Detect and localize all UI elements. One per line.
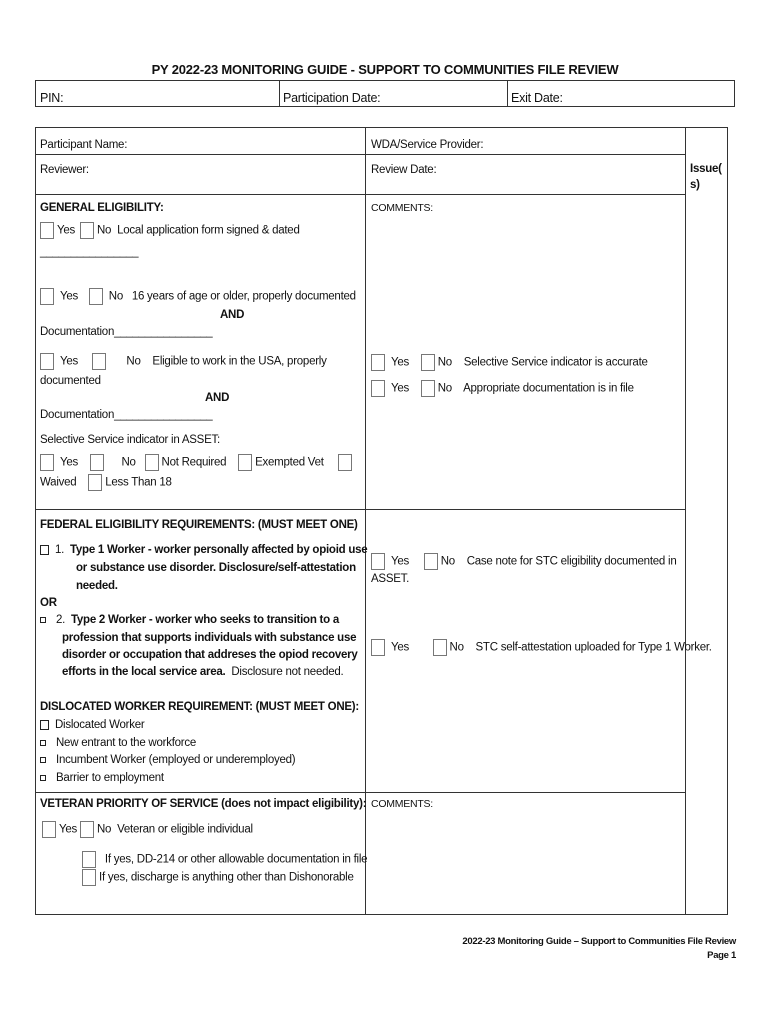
rule bbox=[685, 127, 686, 915]
rule bbox=[507, 80, 508, 107]
page-number: Page 1 bbox=[707, 950, 736, 961]
yes-checkbox[interactable] bbox=[40, 288, 54, 305]
pin-label: PIN: bbox=[40, 91, 64, 105]
yes-checkbox[interactable] bbox=[371, 553, 385, 570]
veteran-heading: VETERAN PRIORITY OF SERVICE (does not impact eligibility): bbox=[40, 798, 367, 810]
participation-date-label: Participation Date: bbox=[283, 91, 381, 105]
no-checkbox[interactable] bbox=[90, 454, 104, 471]
age-row: Yes No 16 years of age or older, properly documented bbox=[40, 288, 356, 305]
dislocated-checkbox[interactable] bbox=[40, 720, 49, 730]
dislocated-item: New entrant to the workforce bbox=[40, 736, 196, 750]
asset-label: ASSET. bbox=[371, 573, 410, 585]
exit-date-label: Exit Date: bbox=[511, 91, 563, 105]
rule bbox=[35, 127, 728, 128]
rule bbox=[35, 127, 36, 915]
local-app-row: Yes No Local application form signed & dated bbox=[40, 222, 300, 239]
dislocated-item: Incumbent Worker (employed or underemployed) bbox=[40, 753, 295, 767]
yes-checkbox[interactable] bbox=[40, 222, 54, 239]
no-checkbox[interactable] bbox=[80, 821, 94, 838]
yes-checkbox[interactable] bbox=[40, 454, 54, 471]
rule bbox=[279, 80, 280, 107]
dislocated-item: Barrier to employment bbox=[40, 771, 164, 785]
no-checkbox[interactable] bbox=[433, 639, 447, 656]
case-note-row: Yes No Case note for STC eligibility documented in bbox=[371, 553, 676, 570]
page-title: PY 2022-23 MONITORING GUIDE - SUPPORT TO COMMUNITIES FILE REVIEW bbox=[151, 62, 619, 77]
no-checkbox[interactable] bbox=[421, 354, 435, 371]
type1-line2: or substance use disorder. Disclosure/self-attestation bbox=[76, 562, 356, 574]
rule bbox=[727, 127, 728, 915]
appropriate-doc-row: Yes No Appropriate documentation is in file bbox=[371, 380, 634, 397]
ss-options-row-2: Waived Less Than 18 bbox=[40, 474, 172, 491]
incumbent-checkbox[interactable] bbox=[40, 757, 46, 763]
rule bbox=[35, 194, 686, 195]
federal-eligibility-heading: FEDERAL ELIGIBILITY REQUIREMENTS: (MUST MEET ONE) bbox=[40, 519, 358, 531]
type2-line1: 2. Type 2 Worker - worker who seeks to transition to a bbox=[40, 613, 339, 627]
participant-name-label: Participant Name: bbox=[40, 139, 128, 151]
ss-accurate-row: Yes No Selective Service indicator is accurate bbox=[371, 354, 648, 371]
review-date-label: Review Date: bbox=[371, 164, 437, 176]
or-label: OR bbox=[40, 597, 57, 609]
yes-checkbox[interactable] bbox=[371, 639, 385, 656]
discharge-row: If yes, discharge is anything other than Dishonorable bbox=[82, 869, 354, 886]
no-checkbox[interactable] bbox=[421, 380, 435, 397]
rule bbox=[35, 792, 686, 793]
rule bbox=[35, 154, 686, 155]
dislocated-heading: DISLOCATED WORKER REQUIREMENT: (MUST MEET ONE): bbox=[40, 701, 359, 713]
exempted-vet-checkbox[interactable] bbox=[238, 454, 252, 471]
dislocated-item: Dislocated Worker bbox=[40, 718, 145, 732]
dd214-row: If yes, DD-214 or other allowable documentation in file bbox=[82, 851, 367, 868]
comments-label: COMMENTS: bbox=[371, 202, 433, 214]
no-checkbox[interactable] bbox=[424, 553, 438, 570]
issues-header: Issue( bbox=[690, 163, 722, 175]
type1-line1: 1. Type 1 Worker - worker personally affected by opioid use bbox=[40, 543, 367, 557]
veteran-row: Yes No Veteran or eligible individual bbox=[42, 821, 253, 838]
new-entrant-checkbox[interactable] bbox=[40, 740, 46, 746]
not-required-checkbox[interactable] bbox=[145, 454, 159, 471]
rule bbox=[35, 914, 728, 915]
waived-checkbox[interactable] bbox=[338, 454, 352, 471]
type2-line4: efforts in the local service area. Disclosure not needed. bbox=[62, 666, 344, 678]
and-label: AND bbox=[205, 392, 230, 404]
page-footer bbox=[462, 935, 736, 963]
ss-options-row: Yes No Not Required Exempted Vet bbox=[40, 454, 355, 471]
no-checkbox[interactable] bbox=[80, 222, 94, 239]
rule bbox=[35, 509, 686, 510]
barrier-checkbox[interactable] bbox=[40, 775, 46, 781]
type2-line2: profession that supports individuals with substance use bbox=[62, 632, 357, 644]
discharge-checkbox[interactable] bbox=[82, 869, 96, 886]
work-eligibility-row: Yes No Eligible to work in the USA, properly bbox=[40, 353, 327, 370]
yes-checkbox[interactable] bbox=[42, 821, 56, 838]
footer-title: 2022-23 Monitoring Guide – Support to Communities File Review bbox=[462, 936, 736, 947]
blank-line: ________________ bbox=[40, 246, 139, 258]
yes-checkbox[interactable] bbox=[371, 354, 385, 371]
documentation-line: Documentation________________ bbox=[40, 409, 213, 421]
no-checkbox[interactable] bbox=[92, 353, 106, 370]
rule bbox=[734, 80, 735, 107]
comments-label: COMMENTS: bbox=[371, 798, 433, 810]
reviewer-label: Reviewer: bbox=[40, 164, 89, 176]
type2-checkbox[interactable] bbox=[40, 617, 46, 623]
selective-service-heading: Selective Service indicator in ASSET: bbox=[40, 434, 220, 446]
and-label: AND bbox=[220, 309, 245, 321]
dd214-checkbox[interactable] bbox=[82, 851, 96, 868]
type2-line3: disorder or occupation that addreses the opiod recovery bbox=[62, 649, 358, 661]
type1-checkbox[interactable] bbox=[40, 545, 49, 555]
documentation-line: Documentation________________ bbox=[40, 326, 213, 338]
documented-label: documented bbox=[40, 375, 101, 387]
rule bbox=[35, 80, 36, 107]
general-eligibility-heading: GENERAL ELIGIBILITY: bbox=[40, 202, 164, 214]
yes-checkbox[interactable] bbox=[40, 353, 54, 370]
less-than-18-checkbox[interactable] bbox=[88, 474, 102, 491]
rule bbox=[35, 80, 735, 81]
no-checkbox[interactable] bbox=[89, 288, 103, 305]
yes-checkbox[interactable] bbox=[371, 380, 385, 397]
type1-line3: needed. bbox=[76, 580, 118, 592]
wda-provider-label: WDA/Service Provider: bbox=[371, 139, 484, 151]
self-attest-row: Yes No STC self-attestation uploaded for Type 1 Worker. bbox=[371, 639, 712, 656]
issues-header-cont: s) bbox=[690, 179, 700, 191]
rule bbox=[35, 106, 735, 107]
